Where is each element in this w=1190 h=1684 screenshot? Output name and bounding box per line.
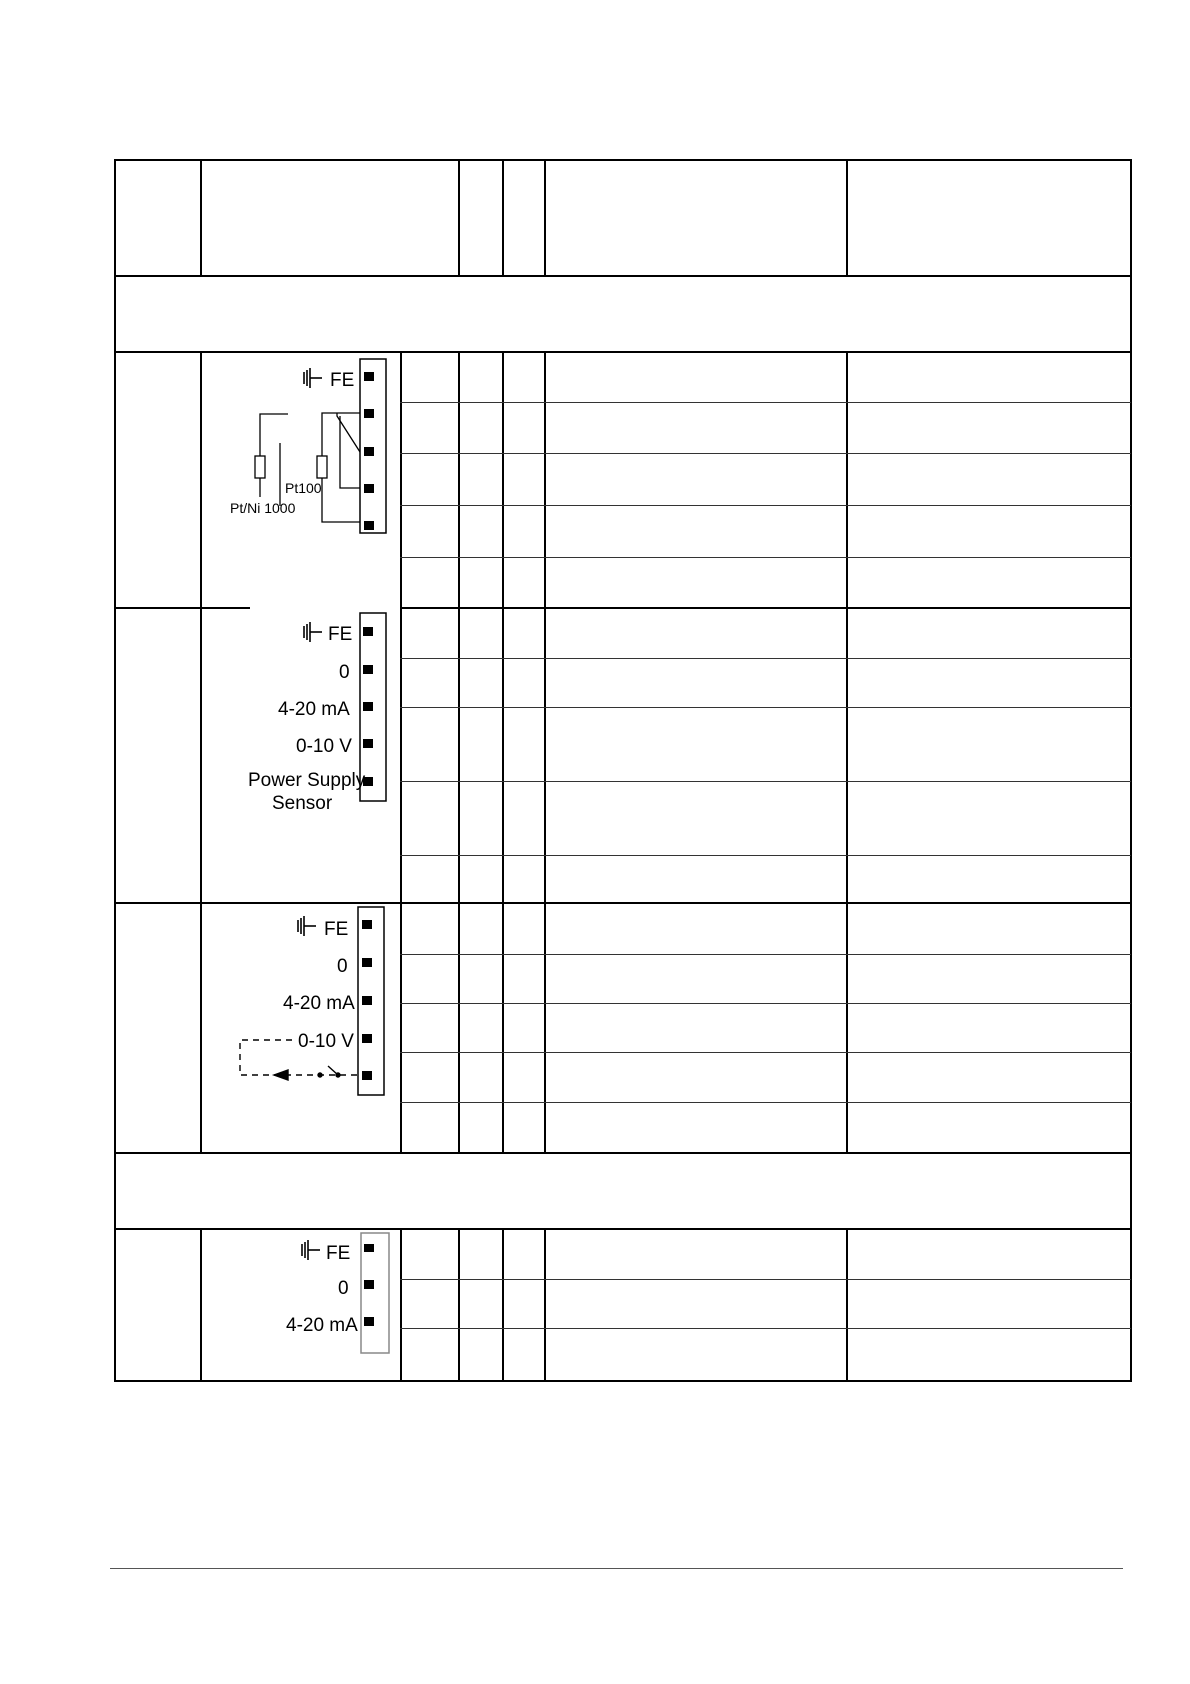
col-5-section-2 (544, 1228, 546, 1382)
col-5-section-1 (544, 351, 546, 1154)
ground-icon (304, 622, 322, 642)
col-1-header (200, 159, 202, 277)
zero-label: 0 (339, 662, 350, 683)
col-6-section-1 (846, 351, 848, 1154)
analog-switch-diagram (232, 904, 398, 1100)
ground-icon (304, 368, 322, 388)
table-bottom (114, 1380, 1132, 1382)
terminal-block (360, 359, 386, 533)
row-rule (400, 1328, 1131, 1329)
fe-label: FE (326, 1243, 351, 1264)
col-2-section-2 (400, 1228, 402, 1382)
col-3-section-2 (458, 1228, 460, 1382)
zero-label: 0 (337, 956, 348, 977)
row-rule (400, 1003, 1131, 1004)
header-bottom (114, 275, 1132, 277)
table-top (114, 159, 1132, 161)
fe-label: FE (328, 624, 353, 645)
ground-icon (302, 1240, 320, 1260)
section-1-bottom (114, 351, 1132, 353)
sensor-label: Sensor (272, 793, 333, 814)
row-rule (400, 658, 1131, 659)
ma-label: 4-20 mA (278, 699, 350, 720)
fe-label: FE (330, 370, 355, 391)
row-rule (400, 453, 1131, 454)
row-rule (400, 1052, 1131, 1053)
row-rule (400, 781, 1131, 782)
col-3-section-1 (458, 351, 460, 1154)
row-rule (400, 707, 1131, 708)
ma-label: 4-20 mA (283, 993, 355, 1014)
switch-icon (274, 1066, 340, 1080)
group-1-bottom-right (400, 607, 1132, 609)
row-rule (400, 1279, 1131, 1280)
analog-output-diagram (282, 1232, 398, 1356)
ma-label: 4-20 mA (286, 1315, 358, 1336)
volt-label: 0-10 V (296, 736, 352, 757)
zero-label: 0 (338, 1278, 349, 1299)
col-4-section-2 (502, 1228, 504, 1382)
col-5-header (544, 159, 546, 277)
col-1-section-2 (200, 1228, 202, 1382)
col-1-section-1 (200, 351, 202, 1154)
table-border-left (114, 159, 116, 1382)
col-6-section-2 (846, 1228, 848, 1382)
col-4-header (502, 159, 504, 277)
volt-label: 0-10 V (298, 1031, 354, 1052)
footer-rule (110, 1568, 1123, 1569)
row-rule (400, 557, 1131, 558)
power-supply-label: Power Supply (248, 770, 366, 791)
group-1-bottom (114, 607, 250, 609)
col-3-header (458, 159, 460, 277)
col-6-header (846, 159, 848, 277)
col-2-section-1 (400, 351, 402, 1154)
row-rule (400, 505, 1131, 506)
table-border-right (1130, 159, 1132, 1382)
fe-label: FE (324, 919, 349, 940)
pt100-label: Pt100 (285, 480, 322, 496)
rtd-wiring-diagram (222, 356, 398, 544)
analog-sensor-diagram (244, 610, 398, 822)
section-2-top (114, 1152, 1132, 1154)
ground-icon (298, 916, 316, 936)
section-2-bottom (114, 1228, 1132, 1230)
row-rule (400, 954, 1131, 955)
ptni1000-label: Pt/Ni 1000 (230, 500, 296, 516)
row-rule (400, 402, 1131, 403)
col-4-section-1 (502, 351, 504, 1154)
row-rule (400, 1102, 1131, 1103)
row-rule (400, 855, 1131, 856)
